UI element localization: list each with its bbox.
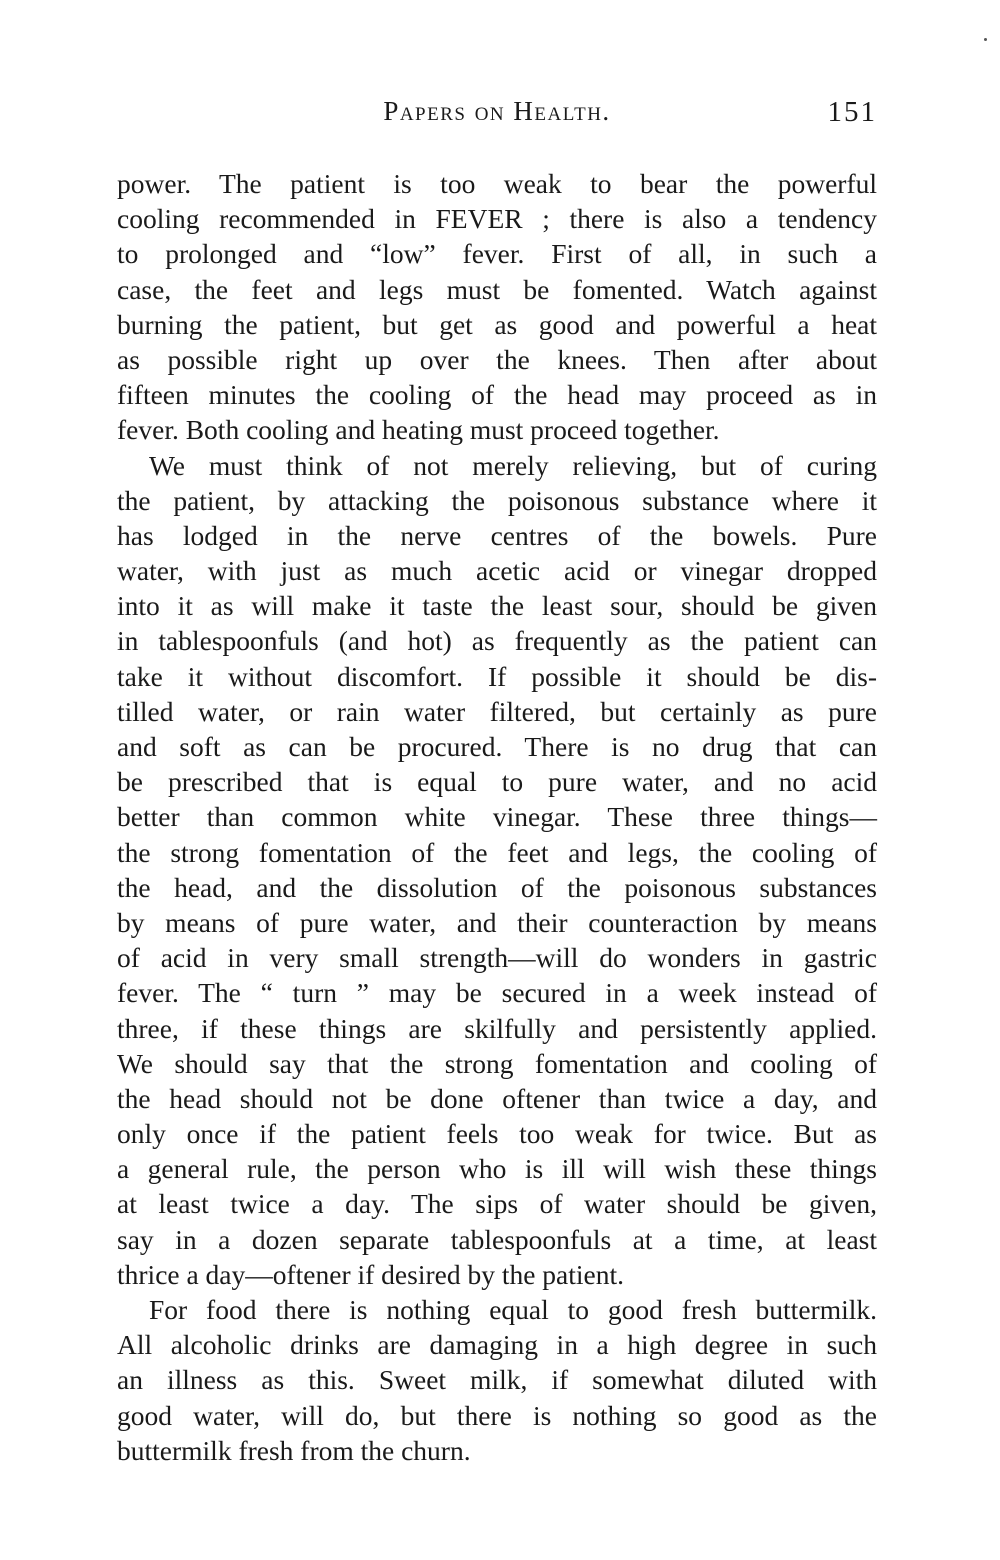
text-line: thrice a day—oftener if desired by the patient. <box>117 1258 625 1290</box>
text-line: in tablespoonfuls (and hot) as frequently as the patient can <box>117 625 877 657</box>
text-line: power. The patient is too weak to bear the powerful <box>117 168 877 199</box>
text-line: a general rule, the person who is ill will wish these things <box>117 1153 877 1185</box>
text-line: the head should not be done oftener than twice a day, and <box>117 1082 877 1114</box>
text-line: of acid in very small strength—will do wonders in gastric <box>117 942 877 974</box>
text-line: fever. Both cooling and heating must proceed together. <box>117 414 720 446</box>
paragraph-2 <box>117 448 877 1293</box>
text-line: an illness as this. Sweet milk, if somewhat diluted with <box>117 1364 877 1396</box>
text-line: burning the patient, but get as good and powerful a heat <box>117 308 877 340</box>
text-line: be prescribed that is equal to pure water, and no acid <box>117 766 877 798</box>
text-line: water, with just as much acetic acid or vinegar dropped <box>117 555 877 587</box>
paragraph-1 <box>117 166 877 448</box>
text-line: as possible right up over the knees. Then after about <box>117 343 877 375</box>
text-line: buttermilk fresh from the churn. <box>117 1434 471 1466</box>
text-line: cooling recommended in FEVER ; there is also a tendency <box>117 203 877 235</box>
paper-speck <box>984 38 987 41</box>
page-number: 151 <box>827 96 877 128</box>
text-line: good water, will do, but there is nothing so good as the <box>117 1399 877 1431</box>
text-line: the head, and the dissolution of the poisonous substances <box>117 871 877 903</box>
text-line: We should say that the strong fomentation and cooling of <box>117 1047 877 1079</box>
text-line: case, the feet and legs must be fomented. Watch against <box>117 273 877 305</box>
text-line: the strong fomentation of the feet and legs, the cooling of <box>117 836 877 868</box>
text-line: say in a dozen separate tablespoonfuls at a time, at least <box>117 1223 877 1255</box>
text-line: better than common white vinegar. These three things— <box>117 801 877 833</box>
text-line: and soft as can be procured. There is no drug that can <box>117 731 877 762</box>
text-line: by means of pure water, and their counteraction by means <box>117 906 877 938</box>
text-line: fifteen minutes the cooling of the head may proceed as in <box>117 379 877 411</box>
text-line: has lodged in the nerve centres of the bowels. Pure <box>117 519 877 551</box>
text-line: fever. The “ turn ” may be secured in a week instead of <box>117 977 877 1009</box>
text-line: at least twice a day. The sips of water should be given, <box>117 1188 877 1220</box>
text-line: three, if these things are skilfully and persistently applied. <box>117 1012 877 1044</box>
running-head <box>117 96 877 136</box>
paragraph-3 <box>117 1292 877 1468</box>
text-line: to prolonged and “low” fever. First of all, in such a <box>117 238 877 270</box>
text-line: into it as will make it taste the least sour, should be given <box>117 590 877 622</box>
text-line: only once if the patient feels too weak for twice. But as <box>117 1118 877 1150</box>
body-text <box>117 166 877 1468</box>
text-line: the patient, by attacking the poisonous substance where it <box>117 484 877 516</box>
text-line: All alcoholic drinks are damaging in a high degree in such <box>117 1329 877 1361</box>
text-line: take it without discomfort. If possible it should be dis- <box>117 660 877 692</box>
running-title: Papers on Health. <box>383 96 611 126</box>
text-line: We must think of not merely relieving, but of curing <box>149 449 877 481</box>
text-line: tilled water, or rain water filtered, but certainly as pure <box>117 695 877 727</box>
text-line: For food there is nothing equal to good fresh buttermilk. <box>149 1294 877 1325</box>
